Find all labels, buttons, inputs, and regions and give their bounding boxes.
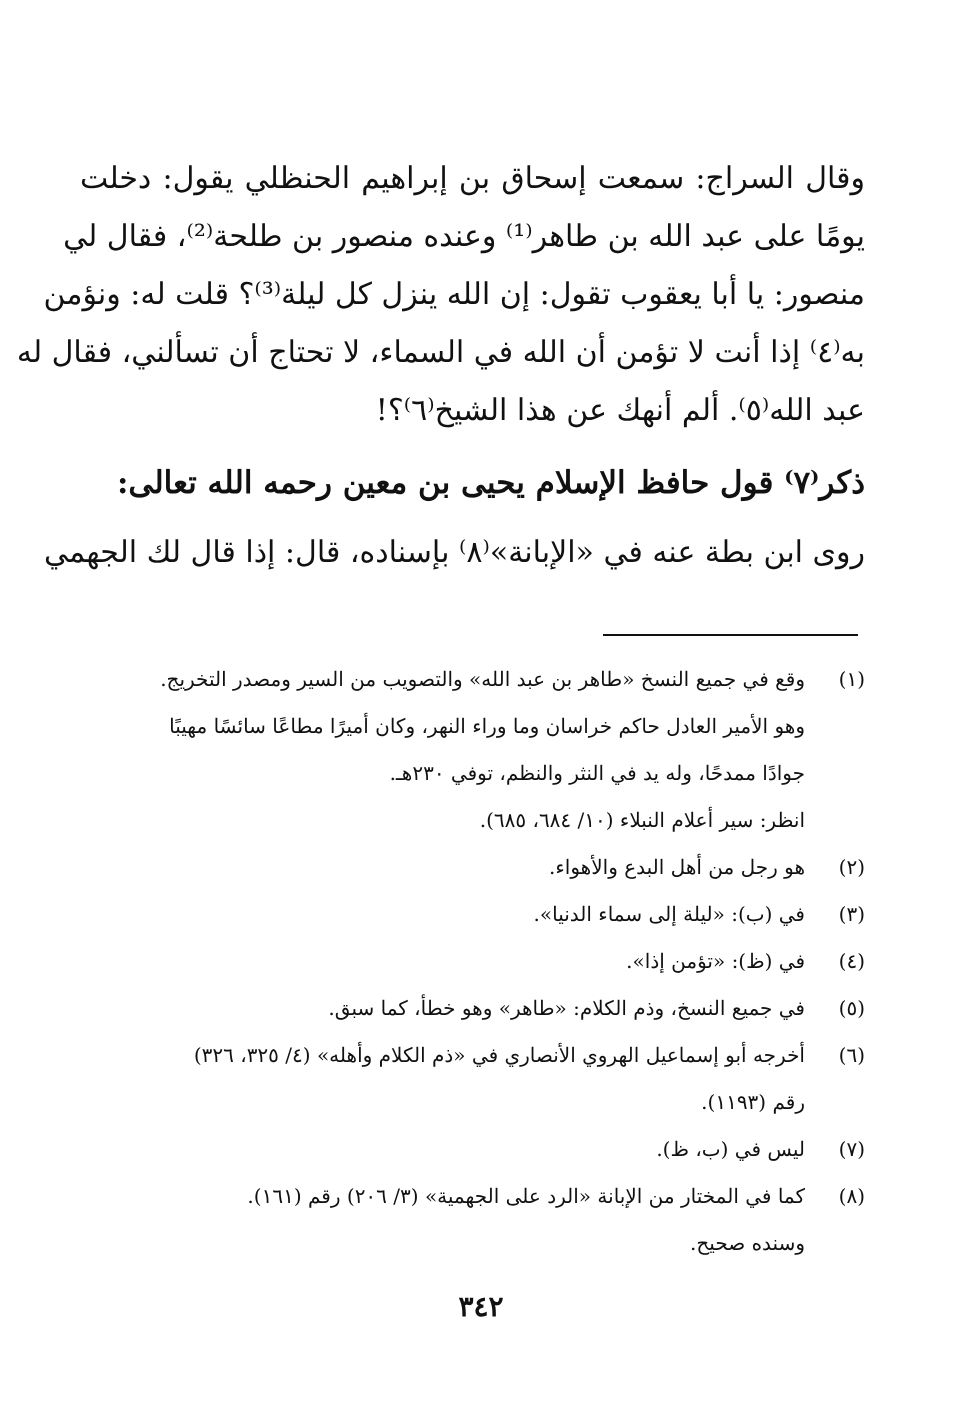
footnote-number: (٢)	[838, 855, 865, 879]
footnote-number: (٧)	[838, 1137, 865, 1161]
footnote-number: (٥)	[838, 996, 865, 1020]
footnote-line	[70, 797, 865, 844]
body-line: روى ابن بطة عنه في «الإبانة»⁽٨⁾ بإسناده، قال: إذا قال لك الجهمي	[44, 535, 865, 570]
body-line: وقال السراج: سمعت إسحاق بن إبراهيم الحنظلي يقول: دخلت	[80, 161, 865, 196]
footnote-text: وقع في جميع النسخ «طاهر بن عبد الله» والتصويب من السير ومصدر التخريج.	[160, 667, 805, 691]
footnote-line	[70, 938, 865, 985]
footnote-text: في (ظ): «تؤمن إذا».	[626, 949, 805, 973]
footnote-line	[70, 656, 865, 703]
footnote-text: أخرجه أبو إسماعيل الهروي الأنصاري في «ذم الكلام وأهله» (٤/ ٣٢٥، ٣٢٦)	[193, 1043, 805, 1067]
footnote-line	[70, 750, 865, 797]
footnote-line	[70, 844, 865, 891]
footnote-number: (٦)	[838, 1043, 865, 1067]
footnote-line	[70, 891, 865, 938]
body-line: به⁽٤⁾ إذا أنت لا تؤمن أن الله في السماء، لا تحتاج أن تسألني، فقال له	[16, 335, 865, 370]
footnote-text: رقم (١١٩٣).	[701, 1090, 805, 1114]
footnote-text: وسنده صحيح.	[690, 1231, 805, 1255]
footnote-text: كما في المختار من الإبانة «الرد على الجهمية» (٣/ ٢٠٦) رقم (١٦١).	[247, 1184, 805, 1208]
footnote-number: (٣)	[838, 902, 865, 926]
footnote-text: هو رجل من أهل البدع والأهواء.	[549, 855, 805, 879]
footnote-text: جوادًا ممدحًا، وله يد في النثر والنظم، توفي ٢٣٠هـ.	[389, 761, 805, 785]
footnote-number: (٤)	[838, 949, 865, 973]
footnote-number: (١)	[838, 667, 865, 691]
body-line: منصور: يا أبا يعقوب تقول: إن الله ينزل كل ليلة⁽³⁾؟ قلت له: ونؤمن	[43, 277, 865, 312]
page-number: ٣٤٢	[458, 1290, 504, 1323]
footnote-text: في جميع النسخ، وذم الكلام: «طاهر» وهو خطأ، كما سبق.	[328, 996, 805, 1020]
footnote-text: انظر: سير أعلام النبلاء (١٠/ ٦٨٤، ٦٨٥).	[479, 808, 805, 832]
footnote-text: في (ب): «ليلة إلى سماء الدنيا».	[533, 902, 805, 926]
footnote-text: وهو الأمير العادل حاكم خراسان وما وراء النهر، وكان أميرًا مطاعًا سائسًا مهيبًا	[169, 714, 805, 738]
footnote-text: ليس في (ب، ظ).	[656, 1137, 805, 1161]
footnote-separator	[603, 634, 858, 636]
footnote-line	[70, 1126, 865, 1173]
main-text	[16, 150, 865, 582]
footnote-number: (٨)	[838, 1184, 865, 1208]
body-line: يومًا على عبد الله بن طاهر⁽¹⁾ وعنده منصور بن طلحة⁽²⁾، فقال لي	[63, 219, 865, 254]
footnote-line	[70, 1032, 865, 1079]
footnote-line	[70, 1220, 865, 1267]
footnote-line	[70, 703, 865, 750]
footnotes	[70, 656, 865, 1267]
section-heading: ذكر⁽٧⁾ قول حافظ الإسلام يحيى بن معين رحمه الله تعالى:	[116, 465, 865, 501]
footnote-line	[70, 985, 865, 1032]
footnote-line	[70, 1079, 865, 1126]
body-line: عبد الله⁽٥⁾. ألم أنهك عن هذا الشيخ⁽٦⁾؟!	[375, 393, 865, 428]
footnote-line	[70, 1173, 865, 1220]
